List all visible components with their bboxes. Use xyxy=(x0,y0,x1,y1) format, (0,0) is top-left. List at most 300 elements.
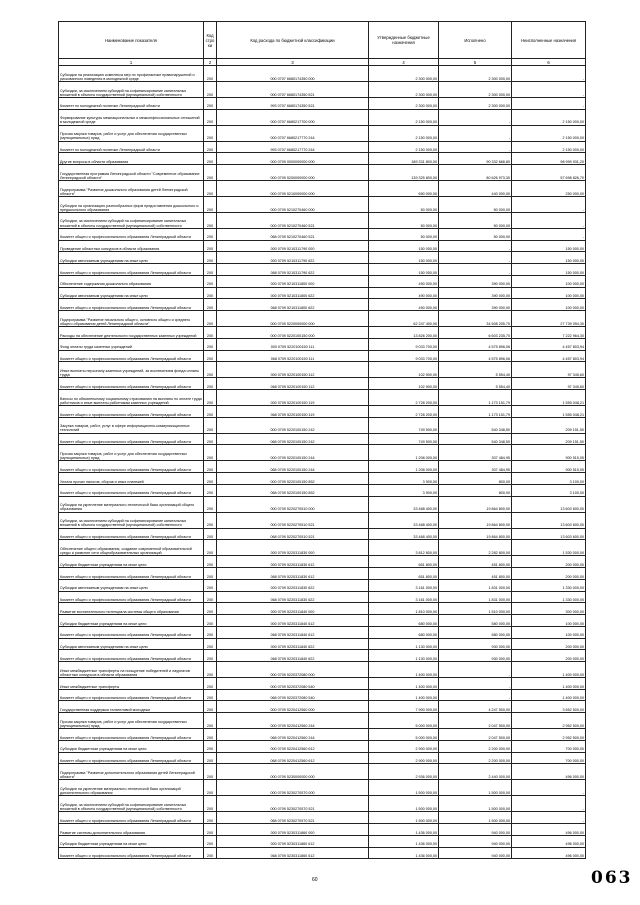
row-unexecuted: 300 000,00 xyxy=(512,603,586,615)
row-kbk: 000 0709 5210311800 000 xyxy=(217,275,369,287)
row-kbk: 000 0707 6680217770 244 xyxy=(217,125,369,141)
row-kbk: 000 0709 5220100150 119 xyxy=(217,390,369,406)
row-unexecuted: 150 000,00 xyxy=(512,240,586,252)
row-kbk: 000 0709 5210311790 622 xyxy=(217,252,369,264)
row-approved: 2 900 000,00 xyxy=(369,752,439,764)
row-code: 200 xyxy=(204,125,217,141)
row-name: Субсидии бюджетным учреждениям на иные цели xyxy=(59,615,204,627)
row-code: 200 xyxy=(204,556,217,568)
row-approved: 50 000,00 xyxy=(369,212,439,228)
row-unexecuted: 1 400 000,00 xyxy=(512,662,586,678)
row-code: 200 xyxy=(204,97,217,109)
row-approved: 50 000,00 xyxy=(369,228,439,240)
row-unexecuted: - xyxy=(512,780,586,796)
row-executed: 451 800,00 xyxy=(439,568,512,580)
row-unexecuted: 150 000,00 xyxy=(512,264,586,276)
row-kbk: 000 0709 5220270510 000 xyxy=(217,496,369,512)
table-row xyxy=(59,568,586,580)
row-executed: 540 348,50 xyxy=(439,433,512,445)
row-executed: 19 864 800,00 xyxy=(439,528,512,540)
row-code: 200 xyxy=(204,677,217,689)
row-code: 200 xyxy=(204,362,217,378)
row-kbk: 000 0709 5230311860 612 xyxy=(217,835,369,847)
row-name: Комитет общего и профессионального образования Ленинградской области xyxy=(59,650,204,662)
row-unexecuted: 1 400 000,00 xyxy=(512,689,586,701)
table-row xyxy=(59,390,586,406)
row-code: 200 xyxy=(204,445,217,461)
row-code: 200 xyxy=(204,327,217,339)
row-name: Субсидии, за исключением субсидий на софинансирование капитальных вложений в объекты государственной (муниципальной) собственности xyxy=(59,512,204,528)
row-approved: 1 810 000,00 xyxy=(369,603,439,615)
page-number: 60 xyxy=(312,877,318,883)
row-name: Комитет общего и профессионального образования Ленинградской области xyxy=(59,228,204,240)
row-approved: 690 000,00 xyxy=(369,181,439,197)
header-kbk: Код расхода по бюджетной классификации xyxy=(217,22,369,59)
row-approved: 2 300 000,00 xyxy=(369,97,439,109)
row-approved: 3 900,00 xyxy=(369,484,439,496)
row-unexecuted: 1 400 000,00 xyxy=(512,677,586,689)
row-kbk: 000 0709 5220311840 622 xyxy=(217,638,369,650)
row-kbk: 068 0709 5220412560 244 xyxy=(217,729,369,741)
row-kbk: 068 0709 5210311800 622 xyxy=(217,299,369,311)
row-name: Комитет общего и профессионального образования Ленинградской области xyxy=(59,752,204,764)
row-kbk: 000 0709 5220412560 000 xyxy=(217,701,369,713)
row-executed: 940 000,00 xyxy=(439,835,512,847)
row-kbk: 000 0709 5230000000 000 xyxy=(217,764,369,780)
row-code: 200 xyxy=(204,181,217,197)
table-row xyxy=(59,461,586,473)
table-row xyxy=(59,689,586,701)
table-row xyxy=(59,433,586,445)
row-unexecuted: 200 000,00 xyxy=(512,638,586,650)
table-row xyxy=(59,275,586,287)
row-approved: 2 150 000,00 xyxy=(369,125,439,141)
row-approved: 651 800,00 xyxy=(369,568,439,580)
row-approved: 1 500 000,00 xyxy=(369,812,439,824)
row-code: 200 xyxy=(204,603,217,615)
row-unexecuted: - xyxy=(512,196,586,212)
table-row xyxy=(59,603,586,615)
column-number: 4 xyxy=(369,59,439,66)
row-executed: - xyxy=(439,141,512,153)
table-row xyxy=(59,212,586,228)
row-name: Прочая закупка товаров, работ и услуг для обеспечения государственных (муниципальных) нужд xyxy=(59,713,204,729)
row-approved: 3 812 800,00 xyxy=(369,540,439,556)
table-row xyxy=(59,125,586,141)
row-executed: 390 000,00 xyxy=(439,287,512,299)
row-name: Комитет общего и профессионального образования Ленинградской области xyxy=(59,299,204,311)
row-executed: 4 247 500,00 xyxy=(439,701,512,713)
row-approved: 1 130 000,00 xyxy=(369,650,439,662)
row-kbk: 068 0709 5220100150 242 xyxy=(217,433,369,445)
row-executed: - xyxy=(439,689,512,701)
row-kbk: 000 0709 5220100150 242 xyxy=(217,417,369,433)
row-name: Подпрограмма "Развитие дошкольного образования детей Ленинградской области" xyxy=(59,181,204,197)
table-row xyxy=(59,196,586,212)
row-executed: 1 500 000,00 xyxy=(439,812,512,824)
row-unexecuted: 2 150 000,00 xyxy=(512,141,586,153)
table-row xyxy=(59,662,586,678)
row-unexecuted: 496 000,00 xyxy=(512,835,586,847)
row-approved: 33 468 400,00 xyxy=(369,496,439,512)
row-unexecuted: 98 999 931,20 xyxy=(512,153,586,165)
row-unexecuted: 1 555 048,21 xyxy=(512,405,586,417)
row-code: 200 xyxy=(204,196,217,212)
row-unexecuted: 100 000,00 xyxy=(512,626,586,638)
row-unexecuted: 700 000,00 xyxy=(512,752,586,764)
row-executed: - xyxy=(439,662,512,678)
row-kbk: 000 0709 5210000000 000 xyxy=(217,181,369,197)
row-code: 200 xyxy=(204,780,217,796)
row-executed: 90 332 668,80 xyxy=(439,153,512,165)
row-name: Государственная программа Ленинградской области "Современное образование Ленинградской области" xyxy=(59,165,204,181)
row-code: 200 xyxy=(204,461,217,473)
row-kbk: 000 0709 5220100150 244 xyxy=(217,445,369,461)
row-name: Развитие воспитательного потенциала системы общего образования xyxy=(59,603,204,615)
table-row xyxy=(59,417,586,433)
row-executed: 930 000,00 xyxy=(439,650,512,662)
row-name: Субсидии, за исключением субсидий на софинансирование капитальных вложений в объекты государственной (муниципальной) собственности xyxy=(59,796,204,812)
row-executed: 440 000,00 xyxy=(439,181,512,197)
row-name: Комитет общего и профессионального образования Ленинградской области xyxy=(59,264,204,276)
row-approved: 2 728 200,00 xyxy=(369,390,439,406)
row-unexecuted: 496 000,00 xyxy=(512,847,586,859)
table-row xyxy=(59,228,586,240)
row-kbk: 000 0709 5220311840 612 xyxy=(217,615,369,627)
row-unexecuted: 900 515,05 xyxy=(512,445,586,461)
row-name: Обеспечение общего образования, создание современной образовательной среды и развитие сети общеобразовательных организаций xyxy=(59,540,204,556)
row-code: 200 xyxy=(204,417,217,433)
row-executed: 50 000,00 xyxy=(439,228,512,240)
row-unexecuted: 496 000,00 xyxy=(512,824,586,836)
row-executed: - xyxy=(439,109,512,125)
table-row xyxy=(59,327,586,339)
row-executed: 1 500 000,00 xyxy=(439,796,512,812)
row-executed: 307 484,95 xyxy=(439,461,512,473)
column-number: 3 xyxy=(217,59,369,66)
row-code: 200 xyxy=(204,764,217,780)
table-row xyxy=(59,764,586,780)
row-unexecuted: 13 603 600,00 xyxy=(512,528,586,540)
row-name: Комитет общего и профессионального образования Ленинградской области xyxy=(59,484,204,496)
page-stamp-number: 063 xyxy=(591,868,633,888)
row-code: 200 xyxy=(204,650,217,662)
table-row xyxy=(59,812,586,824)
table-row xyxy=(59,626,586,638)
row-approved: 1 400 000,00 xyxy=(369,662,439,678)
row-executed: 1 173 151,79 xyxy=(439,405,512,417)
row-unexecuted: 2 952 500,00 xyxy=(512,729,586,741)
row-kbk: 068 0709 5210270460 521 xyxy=(217,228,369,240)
row-unexecuted: 2 952 500,00 xyxy=(512,713,586,729)
row-name: Комитет общего и профессионального образования Ленинградской области xyxy=(59,433,204,445)
row-name: Обеспечение содержания дошкольного образования xyxy=(59,275,204,287)
row-code: 200 xyxy=(204,689,217,701)
row-approved: 2 300 000,00 xyxy=(369,81,439,97)
row-executed: 390 000,00 xyxy=(439,299,512,311)
row-unexecuted: 13 603 600,00 xyxy=(512,496,586,512)
row-name: Подпрограмма "Развитие дополнительного образования детей Ленинградской области" xyxy=(59,764,204,780)
row-name: Субсидии бюджетным учреждениям на иные цели xyxy=(59,556,204,568)
row-executed: 2 300 000,00 xyxy=(439,66,512,82)
row-unexecuted: 1 330 000,00 xyxy=(512,579,586,591)
table-row xyxy=(59,181,586,197)
row-code: 200 xyxy=(204,165,217,181)
row-name: Комитет общего и профессионального образования Ленинградской области xyxy=(59,405,204,417)
row-kbk: 993 0707 6680174350 521 xyxy=(217,97,369,109)
row-code: 200 xyxy=(204,433,217,445)
row-unexecuted: 1 330 000,00 xyxy=(512,591,586,603)
row-kbk: 068 0709 5220100150 244 xyxy=(217,461,369,473)
table-row xyxy=(59,311,586,327)
row-unexecuted: 100 000,00 xyxy=(512,275,586,287)
row-unexecuted: 900 515,05 xyxy=(512,461,586,473)
row-kbk: 000 0707 6680174350 000 xyxy=(217,66,369,82)
row-unexecuted: 4 457 803,94 xyxy=(512,350,586,362)
row-executed: 4 575 896,06 xyxy=(439,338,512,350)
row-approved: 1 130 000,00 xyxy=(369,638,439,650)
row-approved: 1 500 000,00 xyxy=(369,780,439,796)
row-executed: 390 000,00 xyxy=(439,275,512,287)
column-number: 6 xyxy=(512,59,586,66)
row-executed: 4 575 896,06 xyxy=(439,350,512,362)
row-executed: 50 000,00 xyxy=(439,212,512,228)
row-executed: 2 047 500,00 xyxy=(439,729,512,741)
row-code: 200 xyxy=(204,540,217,556)
table-row xyxy=(59,299,586,311)
row-unexecuted: 496 000,00 xyxy=(512,764,586,780)
table-row xyxy=(59,824,586,836)
table-row xyxy=(59,362,586,378)
row-kbk: 068 0709 5220100150 111 xyxy=(217,350,369,362)
header-code: Код стро ки xyxy=(204,22,217,59)
row-kbk: 068 0709 5210311790 622 xyxy=(217,264,369,276)
table-row xyxy=(59,650,586,662)
row-name: Комитет по молодежной политике Ленинградской области xyxy=(59,141,204,153)
row-executed: 580 000,00 xyxy=(439,615,512,627)
row-unexecuted: 700 000,00 xyxy=(512,740,586,752)
row-kbk: 000 0709 5220372080 540 xyxy=(217,677,369,689)
table-row xyxy=(59,496,586,512)
table-row xyxy=(59,338,586,350)
row-executed: - xyxy=(439,264,512,276)
header-executed: Исполнено xyxy=(439,22,512,59)
row-name: Субсидии бюджетным учреждениям на иные цели xyxy=(59,835,204,847)
table-row xyxy=(59,350,586,362)
row-kbk: 068 0709 5230270570 521 xyxy=(217,812,369,824)
table-row xyxy=(59,153,586,165)
row-executed: 580 000,00 xyxy=(439,626,512,638)
row-name: Субсидии, за исключением субсидий на софинансирование капитальных вложений в объекты государственной (муниципальной) собственности xyxy=(59,81,204,97)
row-name: Государственная поддержка талантливой молодежи xyxy=(59,701,204,713)
row-executed: 940 000,00 xyxy=(439,847,512,859)
table-row xyxy=(59,615,586,627)
table-row xyxy=(59,240,586,252)
row-executed: 2 200 000,00 xyxy=(439,740,512,752)
table-row xyxy=(59,638,586,650)
row-kbk: 000 0707 6680217700 000 xyxy=(217,109,369,125)
row-kbk: 000 0709 5220000000 000 xyxy=(217,311,369,327)
row-approved: 33 468 400,00 xyxy=(369,512,439,528)
budget-execution-table xyxy=(58,21,586,859)
header-approved: Утвержденные бюджетные назначения xyxy=(369,22,439,59)
row-unexecuted: 250 000,00 xyxy=(512,181,586,197)
row-approved: 62 247 400,00 xyxy=(369,311,439,327)
row-approved: 1 208 000,00 xyxy=(369,461,439,473)
table-row xyxy=(59,556,586,568)
row-approved: 680 000,00 xyxy=(369,626,439,638)
table-row xyxy=(59,729,586,741)
row-name: Субсидии автономным учреждениям на иные цели xyxy=(59,579,204,591)
row-approved: 102 900,00 xyxy=(369,362,439,378)
table-row xyxy=(59,97,586,109)
row-code: 200 xyxy=(204,662,217,678)
row-code: 200 xyxy=(204,847,217,859)
row-unexecuted: 27 739 094,30 xyxy=(512,311,586,327)
row-unexecuted: - xyxy=(512,228,586,240)
row-kbk: 000 0709 5220100150 111 xyxy=(217,338,369,350)
table-row xyxy=(59,81,586,97)
table-row xyxy=(59,677,586,689)
row-code: 200 xyxy=(204,812,217,824)
row-kbk: 000 0709 5220412560 612 xyxy=(217,740,369,752)
row-kbk: 000 0709 5220100150 112 xyxy=(217,362,369,378)
row-kbk: 068 0709 5220100150 112 xyxy=(217,378,369,390)
row-approved: 33 468 400,00 xyxy=(369,528,439,540)
row-kbk: 000 0709 5210311790 000 xyxy=(217,240,369,252)
table-row xyxy=(59,66,586,82)
row-name: Комитет по молодежной политике Ленинградской области xyxy=(59,97,204,109)
table-row xyxy=(59,109,586,125)
row-unexecuted: 3 100,00 xyxy=(512,473,586,485)
row-unexecuted: 100 000,00 xyxy=(512,299,586,311)
row-approved: 651 800,00 xyxy=(369,556,439,568)
row-executed: 2 047 500,00 xyxy=(439,713,512,729)
row-code: 200 xyxy=(204,484,217,496)
row-kbk: 068 0709 5220311830 622 xyxy=(217,591,369,603)
row-executed: 19 864 800,00 xyxy=(439,512,512,528)
row-name: Закупка товаров, работ, услуг в сфере информационно-коммуникационных технологий xyxy=(59,417,204,433)
row-name: Комитет общего и профессионального образования Ленинградской области xyxy=(59,847,204,859)
row-approved: 490 000,00 xyxy=(369,275,439,287)
table-row xyxy=(59,165,586,181)
row-name: Комитет общего и профессионального образования Ленинградской области xyxy=(59,729,204,741)
row-unexecuted: - xyxy=(512,796,586,812)
row-executed: 2 282 800,00 xyxy=(439,540,512,556)
row-code: 200 xyxy=(204,153,217,165)
row-code: 200 xyxy=(204,568,217,580)
row-executed: 2 440 000,00 xyxy=(439,764,512,780)
row-executed: 800,00 xyxy=(439,473,512,485)
row-kbk: 068 0709 5220372080 540 xyxy=(217,689,369,701)
row-approved: 150 000,00 xyxy=(369,264,439,276)
row-name: Формирование культуры межнациональных и межконфессиональных отношений в молодежной среде xyxy=(59,109,204,125)
row-code: 200 xyxy=(204,390,217,406)
row-executed: 1 500 000,00 xyxy=(439,780,512,796)
row-approved: 5 000 000,00 xyxy=(369,713,439,729)
row-code: 200 xyxy=(204,701,217,713)
row-kbk: 000 0709 5220100150 852 xyxy=(217,473,369,485)
row-approved: 1 500 000,00 xyxy=(369,796,439,812)
row-kbk: 000 0709 5230270570 521 xyxy=(217,796,369,812)
row-kbk: 000 0709 5210270460 521 xyxy=(217,212,369,228)
row-code: 200 xyxy=(204,752,217,764)
row-approved: 2 936 000,00 xyxy=(369,764,439,780)
row-executed: 940 000,00 xyxy=(439,824,512,836)
row-code: 200 xyxy=(204,378,217,390)
table-row xyxy=(59,378,586,390)
row-unexecuted: 200 000,00 xyxy=(512,556,586,568)
row-unexecuted: 97 345,60 xyxy=(512,378,586,390)
row-unexecuted: 1 530 000,00 xyxy=(512,540,586,556)
row-unexecuted: 97 345,60 xyxy=(512,362,586,378)
row-executed: 50 000,00 xyxy=(439,196,512,212)
row-kbk: 000 0709 5230270570 000 xyxy=(217,780,369,796)
row-code: 200 xyxy=(204,311,217,327)
row-executed: 1 831 000,00 xyxy=(439,579,512,591)
row-executed: 2 300 000,00 xyxy=(439,81,512,97)
row-executed: 451 800,00 xyxy=(439,556,512,568)
row-approved: 749 500,00 xyxy=(369,417,439,433)
row-code: 200 xyxy=(204,405,217,417)
row-approved: 1 208 000,00 xyxy=(369,445,439,461)
row-name: Субсидии на укрепление материально-технической базы организаций общего образования xyxy=(59,496,204,512)
row-code: 200 xyxy=(204,240,217,252)
row-approved: 2 150 000,00 xyxy=(369,141,439,153)
row-code: 200 xyxy=(204,528,217,540)
table-row xyxy=(59,591,586,603)
row-executed: - xyxy=(439,125,512,141)
row-kbk: 068 0709 5220412560 612 xyxy=(217,752,369,764)
table-row xyxy=(59,252,586,264)
row-name: Комитет общего и профессионального образования Ленинградской области xyxy=(59,378,204,390)
row-unexecuted: - xyxy=(512,812,586,824)
row-approved: 9 033 700,00 xyxy=(369,350,439,362)
row-kbk: 000 0709 0000000000 000 xyxy=(217,153,369,165)
row-code: 200 xyxy=(204,713,217,729)
row-kbk: 068 0709 5220311840 612 xyxy=(217,626,369,638)
table-row xyxy=(59,796,586,812)
row-unexecuted: 1 555 048,21 xyxy=(512,390,586,406)
row-name: Подпрограмма "Развитие начального общего, основного общего и среднего общего образования детей Ленинградской области" xyxy=(59,311,204,327)
row-unexecuted: 100 000,00 xyxy=(512,615,586,627)
row-executed: 6 603 235,70 xyxy=(439,327,512,339)
row-unexecuted: 100 000,00 xyxy=(512,287,586,299)
row-approved: 2 150 000,00 xyxy=(369,109,439,125)
row-approved: 680 000,00 xyxy=(369,615,439,627)
row-executed: 1 831 000,00 xyxy=(439,591,512,603)
row-approved: 1 436 000,00 xyxy=(369,847,439,859)
row-approved: 9 033 700,00 xyxy=(369,338,439,350)
column-number-row xyxy=(59,59,586,66)
row-kbk: 068 0709 5220100150 119 xyxy=(217,405,369,417)
row-kbk: 068 0709 5230311860 612 xyxy=(217,847,369,859)
table-row xyxy=(59,484,586,496)
row-code: 200 xyxy=(204,835,217,847)
table-row xyxy=(59,141,586,153)
row-name: Уплата прочих налогов, сборов и иных платежей xyxy=(59,473,204,485)
row-approved: 7 900 000,00 xyxy=(369,701,439,713)
table-row xyxy=(59,847,586,859)
row-name: Комитет общего и профессионального образования Ленинградской области xyxy=(59,461,204,473)
table-row xyxy=(59,701,586,713)
row-executed: - xyxy=(439,240,512,252)
row-name: Комитет общего и профессионального образования Ленинградской области xyxy=(59,591,204,603)
row-executed: 5 554,40 xyxy=(439,362,512,378)
row-code: 200 xyxy=(204,473,217,485)
table-row xyxy=(59,835,586,847)
row-unexecuted: 150 000,00 xyxy=(512,252,586,264)
